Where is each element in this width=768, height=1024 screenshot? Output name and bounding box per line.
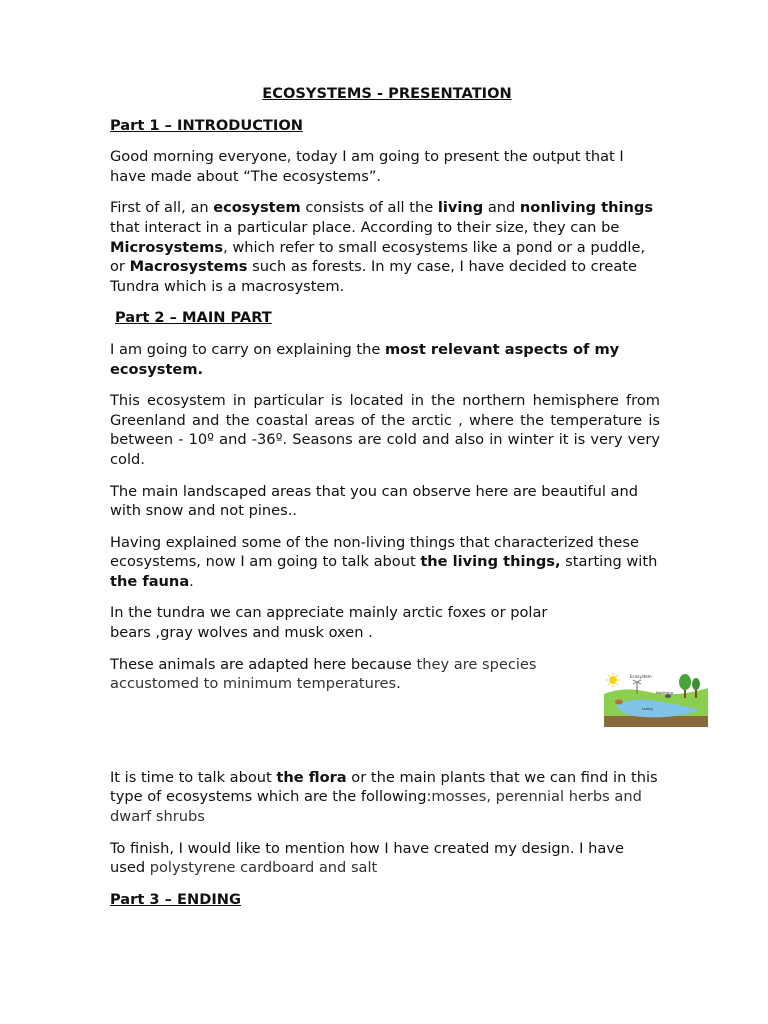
- document-page: [110, 84, 660, 921]
- text-run-highlighted: they are species accustomed to minimum temperatures: [110, 655, 537, 693]
- text-run: starting with: [560, 553, 658, 571]
- bold-phrase-flora: the flora: [276, 768, 347, 786]
- text-run: , which refer to small ecosystems like a pond or a puddle, or: [110, 238, 646, 276]
- bold-phrase-living-things: the living things,: [420, 553, 561, 571]
- part1-paragraph-1: Good morning everyone, today I am going to present the output that I have made about “The ecosystems”.: [110, 148, 624, 185]
- part1-paragraph-2: [110, 198, 660, 296]
- text-run: These animals are adapted here because: [110, 655, 417, 673]
- text-run: .: [396, 675, 401, 693]
- part1-heading: Part 1 – INTRODUCTION: [110, 116, 303, 134]
- document-title: ECOSYSTEMS - PRESENTATION: [262, 85, 512, 102]
- text-run: First of all, an: [110, 199, 214, 217]
- text-run: such as forests. In my case, I have decided to create Tundra which is a macrosystem.: [110, 258, 637, 295]
- text-run: .: [189, 572, 194, 590]
- part2-paragraph-2: This ecosystem in particular is located in the northern hemisphere from Greenland and the coastal areas of the arctic , where the temperature is between - 10º and -36º. Seasons are cold and also in winter it is very very cold.: [110, 392, 660, 468]
- text-run: It is time to talk about: [110, 768, 277, 786]
- bold-phrase-fauna: the fauna: [110, 572, 190, 590]
- bold-phrase: most relevant aspects of my ecosystem.: [110, 340, 620, 378]
- soil-layer: [604, 716, 708, 727]
- text-run: consists of all the: [300, 199, 438, 217]
- bold-term-ecosystem: ecosystem: [213, 199, 301, 217]
- text-run: and: [483, 199, 520, 217]
- text-run-highlighted: polystyrene cardboard and salt: [149, 859, 378, 877]
- ecosystem-illustration: [604, 672, 708, 727]
- part2-paragraph-4: [110, 533, 660, 592]
- text-run: To finish, I would like to mention how I have created my design. I have used: [110, 839, 624, 877]
- image-title-label: Ecosystem: [630, 674, 652, 679]
- bold-term-microsystems: Microsystems: [110, 238, 224, 256]
- part3-heading: Part 3 – ENDING: [110, 890, 241, 908]
- part2-paragraph-6: [110, 655, 580, 694]
- text-run: Having explained some of the non-living things that characterized these ecosystems, now I am going to talk about: [110, 533, 639, 571]
- bold-term-living: living: [437, 199, 484, 217]
- text-run: I am going to carry on explaining the: [110, 340, 385, 358]
- part2-paragraph-1: [110, 340, 660, 379]
- bold-term-nonliving: nonliving things: [519, 199, 654, 217]
- part2-paragraph-7: [110, 768, 660, 827]
- part2-paragraph-3: The main landscaped areas that you can observe here are beautiful and with snow and not pines..: [110, 482, 639, 520]
- part2-paragraph-5: In the tundra we can appreciate mainly arctic foxes or polar bears ,gray wolves and musk oxen .: [110, 604, 548, 642]
- part2-heading: Part 2 – MAIN PART: [115, 309, 272, 327]
- bold-term-macrosystems: Macrosystems: [129, 258, 248, 276]
- image-label-nonliving: Nonliving: [656, 691, 673, 695]
- text-run: or the main plants that we can find in this type of ecosystems which are the following:: [110, 768, 658, 806]
- text-run-highlighted: mosses, perennial herbs and dwarf shrubs: [110, 788, 642, 826]
- image-label-living: Living: [642, 707, 653, 711]
- text-run: that interact in a particular place. According to their size, they can be: [110, 218, 620, 236]
- part2-paragraph-8: [110, 839, 660, 878]
